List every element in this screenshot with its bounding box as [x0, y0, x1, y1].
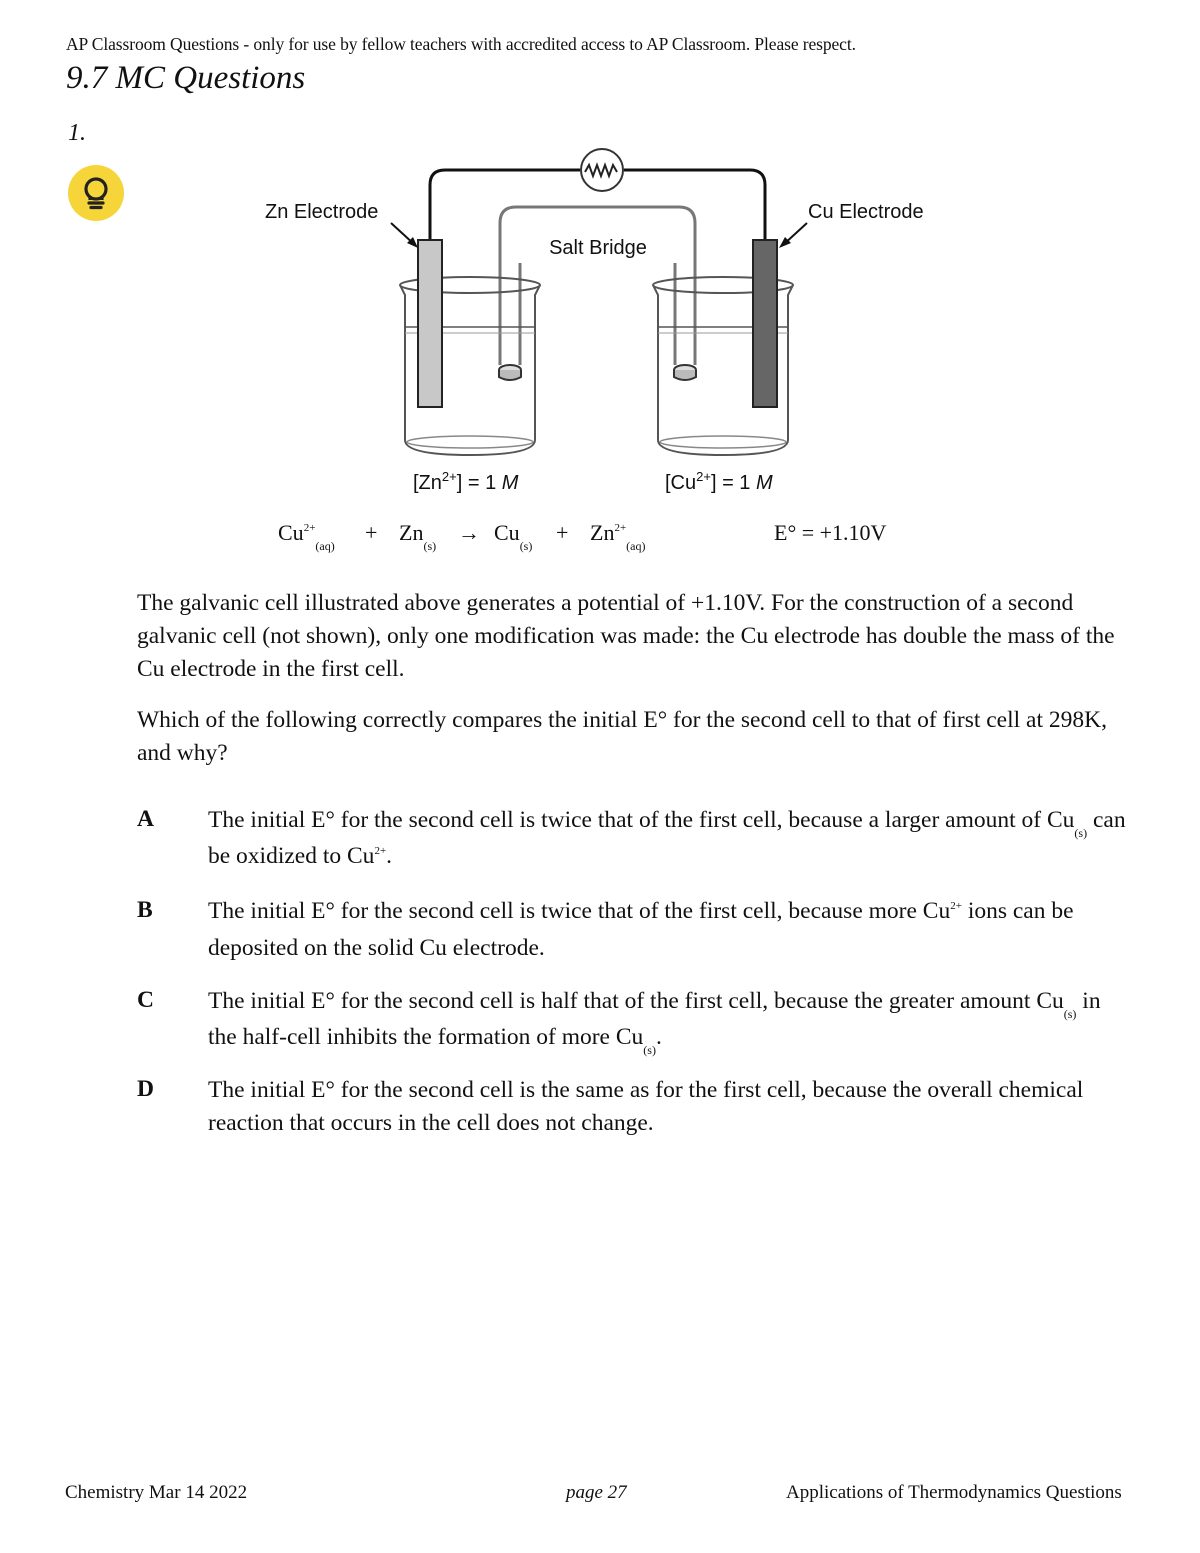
eq-plus-1: + [365, 520, 378, 545]
zn-concentration: $[Zn^{2+}] = 1$ M [413, 469, 519, 494]
choice-d-letter[interactable]: D [137, 1076, 154, 1102]
salt-bridge-label: Salt Bridge [549, 237, 647, 259]
question-stem-1: The galvanic cell illustrated above generates a potential of +1.10V. For the construction of a second galvanic cell (not shown), only one modification was made: the Cu electrode has double the mass of the Cu electrode in the first cell. [137, 590, 1115, 682]
choice-a-text[interactable]: The initial E° for the second cell is twice that of the first cell, because a larger amount of $Cu_{(s)}$ can be oxidized to $Cu^{2+}$. [208, 807, 1126, 869]
section-title: 9.7 MC Questions [66, 60, 306, 96]
choice-d-text[interactable]: The initial E° for the second cell is the same as for the first cell, because the overall chemical reaction that occurs in the cell does not change. [208, 1077, 1084, 1136]
galvanic-cell-diagram [255, 145, 955, 510]
question-number: 1. [68, 120, 86, 146]
footer-left: Chemistry Mar 14 2022 [65, 1482, 248, 1503]
eq-cu-term: $Cu_{(s)}$ [494, 520, 533, 553]
lightbulb-glyph [68, 165, 124, 221]
reaction-equation [278, 520, 978, 560]
cu-electrode [753, 240, 777, 407]
choice-a-letter[interactable]: A [137, 806, 154, 832]
footer-right: Applications of Thermodynamics Questions [786, 1482, 1122, 1503]
zn-electrode [418, 240, 442, 407]
cu-electrode-label: Cu Electrode [808, 201, 924, 223]
choice-b-text[interactable]: The initial E° for the second cell is twice that of the first cell, because more $Cu^{2+}$ ions can be deposited on the solid Cu electrode. [208, 898, 1074, 961]
resistor-icon [581, 149, 623, 191]
eq-plus-2: + [556, 520, 569, 545]
cu-concentration: $[Cu^{2+}] = 1$ M [665, 469, 773, 494]
eq-arrow: → [458, 520, 480, 545]
lightbulb-icon[interactable] [68, 165, 124, 221]
header-note: AP Classroom Questions - only for use by fellow teachers with accredited access to AP Classroom. Please respect. [66, 34, 856, 54]
choice-c-text[interactable]: The initial E° for the second cell is half that of the first cell, because the greater amount $Cu_{(s)}$ in the half-cell inhibits the formation of more $Cu_{(s)}$. [208, 988, 1101, 1057]
eq-zn-term: $Zn_{(s)}$ [399, 520, 437, 553]
choice-c-letter[interactable]: C [137, 987, 154, 1013]
question-stem-2: Which of the following correctly compares the initial E° for the second cell to that of first cell at 298K, and why? [137, 707, 1107, 766]
zn-electrode-label: Zn Electrode [265, 201, 379, 223]
page-number: page 27 [566, 1482, 627, 1503]
eq-standard-potential: E° = +1.10V [774, 520, 887, 545]
eq-zn2-term: $Zn^{2+}_{(aq)}$ [590, 520, 646, 553]
eq-cu2-term: $Cu^{2+}_{(aq)}$ [278, 520, 335, 553]
choice-b-letter[interactable]: B [137, 897, 153, 923]
